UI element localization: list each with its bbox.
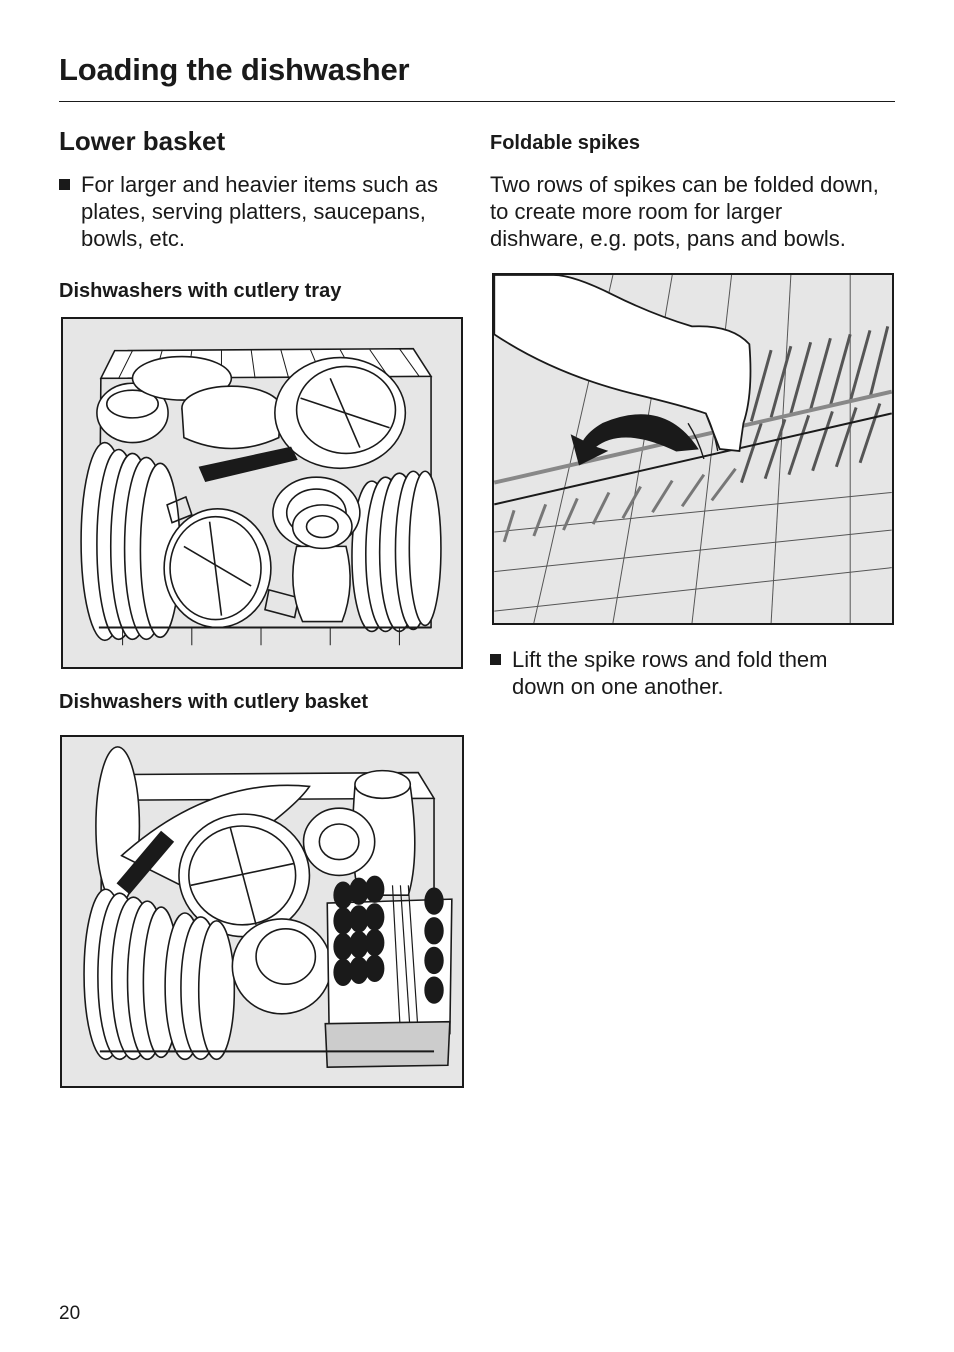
page-number: 20 xyxy=(59,1303,81,1324)
bullet-text: Lift the spike rows and fold them down on one another. xyxy=(512,647,828,699)
bullet-lift-spike-rows xyxy=(490,646,870,700)
figure-lower-basket-cutlery-basket xyxy=(60,735,464,1088)
illustration-foldable-spikes xyxy=(494,275,892,623)
subheading-cutlery-tray: Dishwashers with cutlery tray xyxy=(59,280,342,302)
figure-lower-basket-cutlery-tray xyxy=(61,317,463,669)
bullet-lower-basket-use xyxy=(59,171,463,252)
illustration-lower-basket-basket xyxy=(62,737,462,1086)
title-divider xyxy=(59,101,895,102)
section-title-lower-basket: Lower basket xyxy=(59,126,226,156)
page-title: Loading the dishwasher xyxy=(59,52,410,87)
bullet-square-icon xyxy=(59,179,70,190)
illustration-lower-basket-tray xyxy=(63,319,461,667)
figure-foldable-spikes xyxy=(492,273,894,625)
bullet-text: For larger and heavier items such as plates, serving platters, saucepans, bowls, etc. xyxy=(81,172,439,251)
subheading-foldable-spikes: Foldable spikes xyxy=(490,132,641,154)
bullet-square-icon xyxy=(490,654,501,665)
paragraph-foldable-spikes: Two rows of spikes can be folded down, to create more room for larger dishware, e.g. pots, pans and bowls. xyxy=(490,172,879,251)
subheading-cutlery-basket: Dishwashers with cutlery basket xyxy=(59,691,369,713)
